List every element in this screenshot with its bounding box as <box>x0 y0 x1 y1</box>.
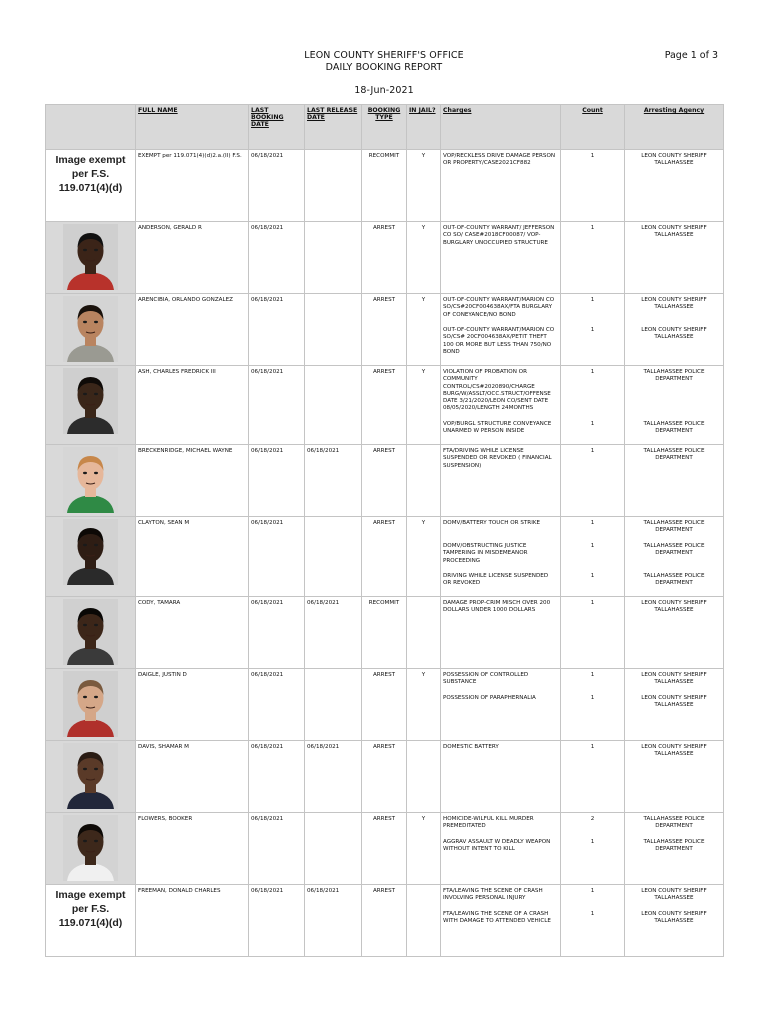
in-jail-cell: Y <box>407 222 441 294</box>
charge-text: DOMESTIC BATTERY <box>443 744 499 750</box>
photo-cell <box>46 885 136 957</box>
count-cell <box>561 222 625 294</box>
charge-text: DOMV/OBSTRUCTING JUSTICE TAMPERING IN MISDEMEANOR PROCEEDING <box>443 543 528 564</box>
count-column-header: Count <box>561 105 625 150</box>
charge-text: POSSESSION OF CONTROLLED SUBSTANCE <box>443 672 529 686</box>
arresting-agency: LEON COUNTY SHERIFF TALLAHASSEE <box>641 225 707 239</box>
agency-cell <box>625 741 724 813</box>
in-jail-cell <box>407 741 441 813</box>
booking-date-column-header: LAST BOOKING DATE <box>249 105 305 150</box>
agency-cell <box>625 885 724 957</box>
arresting-agency: TALLAHASSEE POLICE DEPARTMENT <box>643 520 705 534</box>
table-row <box>46 597 724 669</box>
charge-count: 1 <box>590 225 595 231</box>
booking-date-cell: 06/18/2021 <box>249 517 305 597</box>
charges-cell <box>441 445 561 517</box>
full-name-cell: CLAYTON, SEAN M <box>136 517 249 597</box>
release-date-cell: 06/18/2021 <box>305 445 362 517</box>
charge-count: 1 <box>590 672 595 678</box>
charges-cell <box>441 366 561 445</box>
in-jail-cell <box>407 885 441 957</box>
page-number: Page 1 of 3 <box>664 50 718 61</box>
arresting-agency: TALLAHASSEE POLICE DEPARTMENT <box>643 816 705 830</box>
agency-cell <box>625 669 724 741</box>
photo-cell <box>46 517 136 597</box>
booking-type-cell: ARREST <box>362 813 407 885</box>
agency-cell <box>625 150 724 222</box>
count-cell <box>561 366 625 445</box>
agency-cell <box>625 813 724 885</box>
booking-type-cell: ARREST <box>362 445 407 517</box>
charge-count: 1 <box>590 520 595 526</box>
charge-text: DAMAGE PROP-CRIM MISCH OVER 200 DOLLARS UNDER 1000 DOLLARS <box>443 600 551 614</box>
table-row <box>46 813 724 885</box>
charges-cell <box>441 150 561 222</box>
booking-date-cell: 06/18/2021 <box>249 294 305 366</box>
count-cell <box>561 445 625 517</box>
full-name-cell: ANDERSON, GERALD R <box>136 222 249 294</box>
table-row <box>46 445 724 517</box>
photo-cell <box>46 222 136 294</box>
arresting-agency: LEON COUNTY SHERIFF TALLAHASSEE <box>641 888 707 902</box>
booking-date-cell: 06/18/2021 <box>249 741 305 813</box>
mugshot-photo <box>63 519 118 585</box>
full-name-cell: FREEMAN, DONALD CHARLES <box>136 885 249 957</box>
count-cell <box>561 294 625 366</box>
charge-count: 1 <box>590 327 595 333</box>
table-row <box>46 885 724 957</box>
charge-count: 1 <box>590 369 595 375</box>
release-date-cell <box>305 517 362 597</box>
mugshot-photo <box>63 447 118 513</box>
table-row <box>46 741 724 813</box>
table-row <box>46 150 724 222</box>
arresting-agency: TALLAHASSEE POLICE DEPARTMENT <box>643 448 705 462</box>
charge-text: HOMICIDE-WILFUL KILL MURDER PREMEDITATED <box>443 816 534 830</box>
charge-count: 1 <box>590 421 595 427</box>
count-cell <box>561 597 625 669</box>
name-column-header: FULL NAME <box>136 105 249 150</box>
full-name-cell: CODY, TAMARA <box>136 597 249 669</box>
full-name-cell: FLOWERS, BOOKER <box>136 813 249 885</box>
booking-type-column-header: BOOKING TYPE <box>362 105 407 150</box>
mugshot-photo <box>63 671 118 737</box>
charges-cell <box>441 517 561 597</box>
in-jail-cell: Y <box>407 669 441 741</box>
full-name-cell: BRECKENRIDGE, MICHAEL WAYNE <box>136 445 249 517</box>
charge-text: OUT-OF-COUNTY WARRANT/MARION CO SO/CS# 20CF004638AX/PETIT THEFT 100 OR MORE BUT LESS THAN 750/NO BOND <box>443 327 555 355</box>
table-row <box>46 294 724 366</box>
mugshot-photo <box>63 743 118 809</box>
booking-date-cell: 06/18/2021 <box>249 366 305 445</box>
release-date-cell <box>305 813 362 885</box>
arresting-agency: LEON COUNTY SHERIFF TALLAHASSEE <box>641 327 707 341</box>
charge-count: 1 <box>590 573 595 579</box>
arresting-agency: TALLAHASSEE POLICE DEPARTMENT <box>643 543 705 557</box>
image-exempt-notice: Image exempt per F.S. 119.071(4)(d) <box>55 154 126 194</box>
arresting-agency: LEON COUNTY SHERIFF TALLAHASSEE <box>641 695 707 709</box>
photo-cell <box>46 445 136 517</box>
charges-cell <box>441 885 561 957</box>
charges-cell <box>441 294 561 366</box>
release-date-cell <box>305 669 362 741</box>
image-exempt-notice: Image exempt per F.S. 119.071(4)(d) <box>55 889 126 929</box>
booking-type-cell: ARREST <box>362 669 407 741</box>
table-row <box>46 669 724 741</box>
mugshot-image <box>63 671 118 737</box>
table-header-row <box>46 105 724 150</box>
booking-date-cell: 06/18/2021 <box>249 669 305 741</box>
mugshot-image <box>63 815 118 881</box>
release-date-cell <box>305 150 362 222</box>
charge-count: 1 <box>590 297 595 303</box>
arresting-agency: TALLAHASSEE POLICE DEPARTMENT <box>643 839 705 853</box>
charge-text: POSSESSION OF PARAPHERNALIA <box>443 695 536 701</box>
mugshot-photo <box>63 296 118 362</box>
table-row <box>46 222 724 294</box>
release-date-cell <box>305 222 362 294</box>
charge-text: VIOLATION OF PROBATION OR COMMUNITY CONTROL/CS#2020890/CHARGE BURG/W/ASSLT/OCC.STRUCT/OFFENSE DATE 3/21/2020/LEON CO/SENT DATE 08/05/2020/LENGTH 24MONTHS <box>443 369 551 412</box>
charge-count: 1 <box>590 744 595 750</box>
agency-column-header: Arresting Agency <box>625 105 724 150</box>
booking-type-cell: RECOMMIT <box>362 597 407 669</box>
arresting-agency: LEON COUNTY SHERIFF TALLAHASSEE <box>641 672 707 686</box>
release-date-cell <box>305 294 362 366</box>
count-cell <box>561 150 625 222</box>
charge-text: AGGRAV ASSAULT W DEADLY WEAPON WITHOUT INTENT TO KILL <box>443 839 551 853</box>
charge-text: DOMV/BATTERY TOUCH OR STRIKE <box>443 520 541 526</box>
agency-cell <box>625 597 724 669</box>
office-title: LEON COUNTY SHERIFF'S OFFICE <box>304 50 464 61</box>
report-date: 18-Jun-2021 <box>354 85 414 96</box>
arresting-agency: LEON COUNTY SHERIFF TALLAHASSEE <box>641 297 707 311</box>
charge-count: 1 <box>590 911 595 917</box>
booking-date-cell: 06/18/2021 <box>249 885 305 957</box>
booking-table <box>45 104 724 957</box>
booking-date-cell: 06/18/2021 <box>249 222 305 294</box>
agency-cell <box>625 294 724 366</box>
charge-text: DRIVING WHILE LICENSE SUSPENDED OR REVOKED <box>443 573 549 587</box>
charges-cell <box>441 597 561 669</box>
booking-date-cell: 06/18/2021 <box>249 813 305 885</box>
release-date-cell: 06/18/2021 <box>305 741 362 813</box>
mugshot-photo <box>63 368 118 434</box>
booking-type-cell: ARREST <box>362 885 407 957</box>
charges-cell <box>441 222 561 294</box>
booking-type-cell: ARREST <box>362 294 407 366</box>
count-cell <box>561 813 625 885</box>
charge-text: OUT-OF-COUNTY WARRANT/ JEFFERSON CO SO/ CASE#2018CF00087/ VOP- BURGLARY UNOCCUPIED STRUCTURE <box>443 225 555 246</box>
charge-text: FTA/DRIVING WHILE LICENSE SUSPENDED OR REVOKED ( FINANCIAL SUSPENSION) <box>443 448 552 469</box>
full-name-cell: DAVIS, SHAMAR M <box>136 741 249 813</box>
photo-cell <box>46 150 136 222</box>
report-title: DAILY BOOKING REPORT <box>325 62 443 73</box>
booking-type-cell: ARREST <box>362 366 407 445</box>
charge-count: 1 <box>590 448 595 454</box>
mugshot-photo <box>63 224 118 290</box>
arresting-agency: TALLAHASSEE POLICE DEPARTMENT <box>643 369 705 383</box>
in-jail-cell <box>407 445 441 517</box>
in-jail-cell: Y <box>407 813 441 885</box>
agency-cell <box>625 366 724 445</box>
mugshot-image <box>63 368 118 434</box>
charges-column-header: Charges <box>441 105 561 150</box>
photo-cell <box>46 597 136 669</box>
in-jail-column-header: IN JAIL? <box>407 105 441 150</box>
full-name-cell: EXEMPT per 119.071(4)(d)2.a.(II) F.S. <box>136 150 249 222</box>
charge-text: FTA/LEAVING THE SCENE OF A CRASH WITH DAMAGE TO ATTENDED VEHICLE <box>443 911 551 925</box>
charge-count: 1 <box>590 888 595 894</box>
agency-cell <box>625 445 724 517</box>
booking-date-cell: 06/18/2021 <box>249 150 305 222</box>
in-jail-cell: Y <box>407 366 441 445</box>
booking-type-cell: RECOMMIT <box>362 150 407 222</box>
mugshot-image <box>63 519 118 585</box>
in-jail-cell: Y <box>407 517 441 597</box>
charge-count: 2 <box>590 816 595 822</box>
photo-cell <box>46 366 136 445</box>
full-name-cell: ASH, CHARLES FREDRICK III <box>136 366 249 445</box>
arresting-agency: LEON COUNTY SHERIFF TALLAHASSEE <box>641 153 707 167</box>
charge-text: FTA/LEAVING THE SCENE OF CRASH INVOLVING PERSONAL INJURY <box>443 888 543 902</box>
booking-type-cell: ARREST <box>362 222 407 294</box>
count-cell <box>561 517 625 597</box>
mugshot-photo <box>63 815 118 881</box>
arresting-agency: TALLAHASSEE POLICE DEPARTMENT <box>643 421 705 435</box>
charges-cell <box>441 813 561 885</box>
mugshot-image <box>63 296 118 362</box>
booking-type-cell: ARREST <box>362 741 407 813</box>
mugshot-image <box>63 447 118 513</box>
booking-date-cell: 06/18/2021 <box>249 445 305 517</box>
release-date-cell <box>305 366 362 445</box>
count-cell <box>561 885 625 957</box>
charge-text: VOP/RECKLESS DRIVE DAMAGE PERSON OR PROPERTY/CASE2021CF882 <box>443 153 556 167</box>
charge-text: OUT-OF-COUNTY WARRANT/MARION CO SO/CS#20CF004638AX/FTA BURGLARY OF CONEYANCE/NO BOND <box>443 297 555 318</box>
count-cell <box>561 741 625 813</box>
agency-cell <box>625 517 724 597</box>
full-name-cell: DAIGLE, JUSTIN D <box>136 669 249 741</box>
arresting-agency: LEON COUNTY SHERIFF TALLAHASSEE <box>641 744 707 758</box>
charge-count: 1 <box>590 839 595 845</box>
mugshot-image <box>63 224 118 290</box>
count-cell <box>561 669 625 741</box>
charges-cell <box>441 741 561 813</box>
charge-count: 1 <box>590 543 595 549</box>
charge-text: VOP/BURGL STRUCTURE CONVEYANCE UNARMED W PERSON INSIDE <box>443 421 552 435</box>
full-name-cell: ARENCIBIA, ORLANDO GONZALEZ <box>136 294 249 366</box>
photo-cell <box>46 813 136 885</box>
photo-column-header <box>46 105 136 150</box>
booking-type-cell: ARREST <box>362 517 407 597</box>
mugshot-image <box>63 743 118 809</box>
booking-date-cell: 06/18/2021 <box>249 597 305 669</box>
photo-cell <box>46 669 136 741</box>
in-jail-cell: Y <box>407 294 441 366</box>
photo-cell <box>46 294 136 366</box>
mugshot-image <box>63 599 118 665</box>
agency-cell <box>625 222 724 294</box>
arresting-agency: TALLAHASSEE POLICE DEPARTMENT <box>643 573 705 587</box>
charge-count: 1 <box>590 695 595 701</box>
photo-cell <box>46 741 136 813</box>
table-row <box>46 517 724 597</box>
arresting-agency: LEON COUNTY SHERIFF TALLAHASSEE <box>641 600 707 614</box>
charges-cell <box>441 669 561 741</box>
charge-count: 1 <box>590 153 595 159</box>
release-date-cell: 06/18/2021 <box>305 885 362 957</box>
in-jail-cell: Y <box>407 150 441 222</box>
table-row <box>46 366 724 445</box>
release-date-cell: 06/18/2021 <box>305 597 362 669</box>
charge-count: 1 <box>590 600 595 606</box>
arresting-agency: LEON COUNTY SHERIFF TALLAHASSEE <box>641 911 707 925</box>
in-jail-cell <box>407 597 441 669</box>
release-date-column-header: LAST RELEASE DATE <box>305 105 362 150</box>
mugshot-photo <box>63 599 118 665</box>
